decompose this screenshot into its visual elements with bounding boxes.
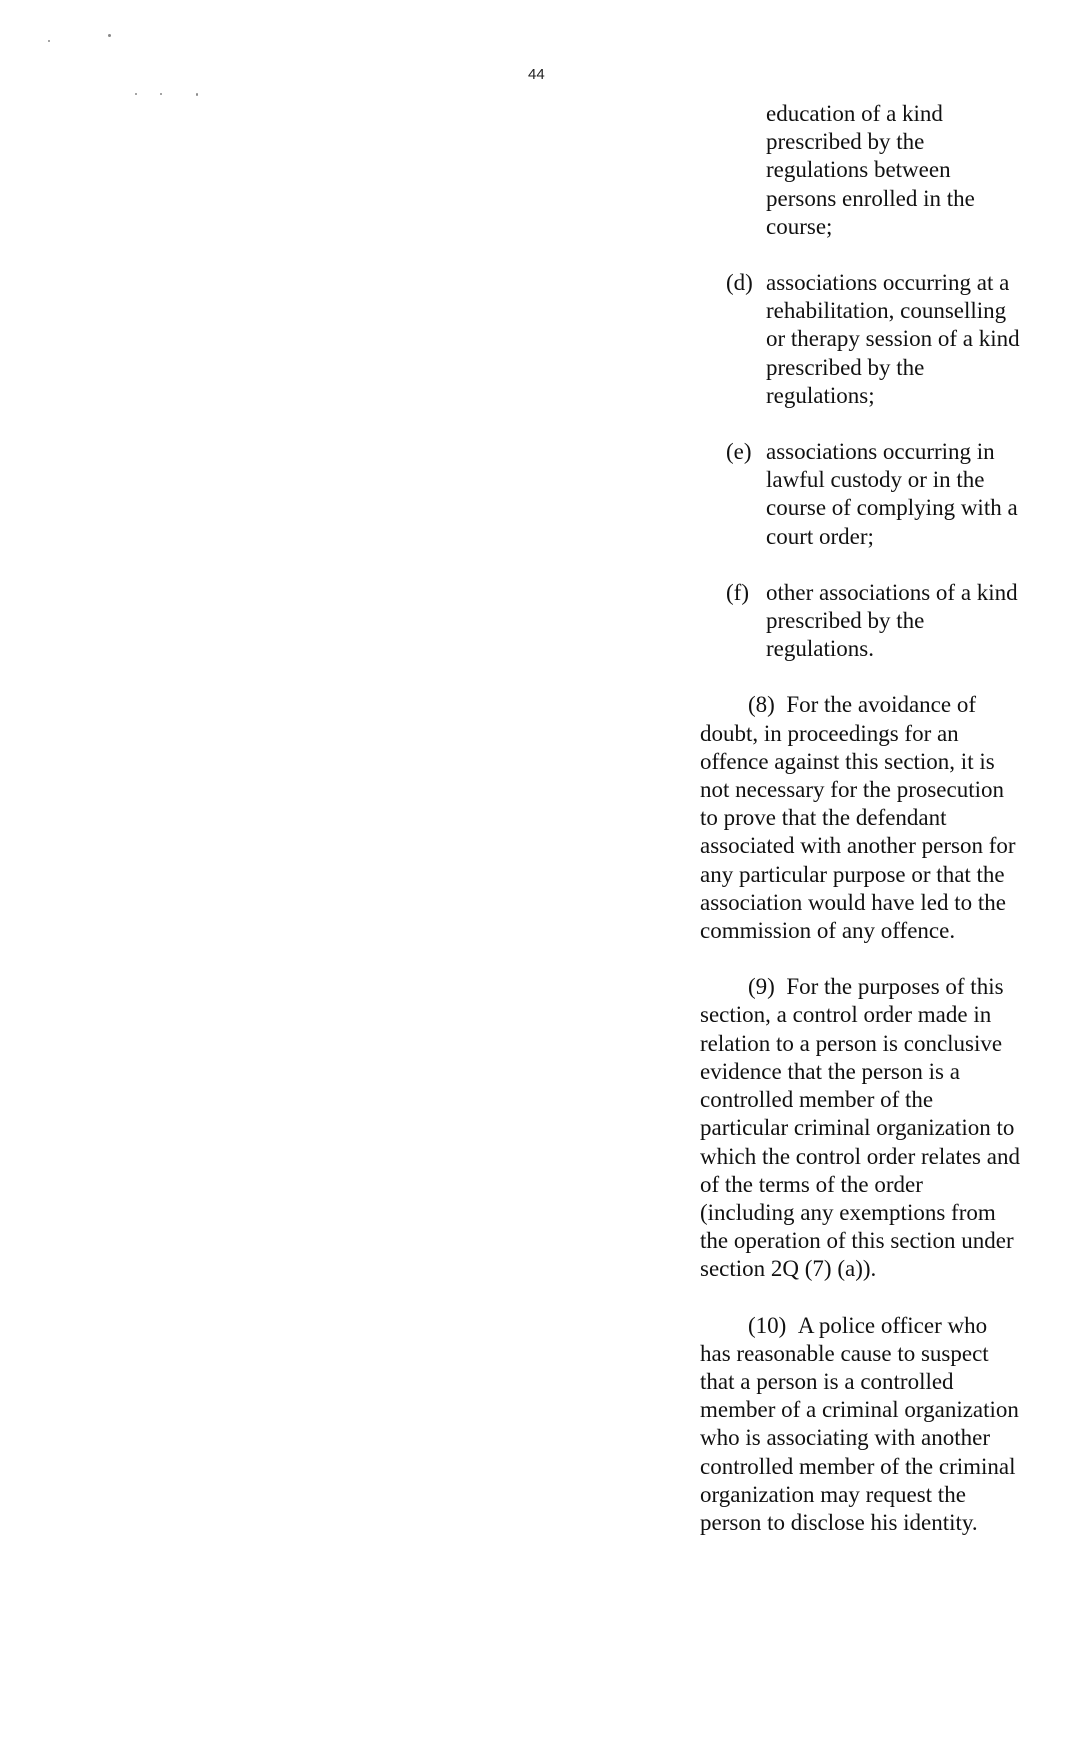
- subsection-text: For the purposes of this section, a control order made in relation to a person is conclusive evidence that the person is a controlled member of the particular criminal organization to which the control order relates and of the terms of the order (including any exemptions from the operation of this section under section 2Q (7) (a)).: [700, 974, 1020, 1282]
- scan-speck: [196, 93, 198, 96]
- list-item-text: associations occurring at a rehabilitation, counselling or therapy session of a kind prescribed by the regulations;: [766, 270, 1020, 408]
- scan-speck: [108, 34, 111, 37]
- list-item-d: [700, 269, 1020, 410]
- scan-speck: [135, 93, 137, 95]
- text-column: [700, 100, 1020, 1565]
- list-item-label: (e): [726, 439, 752, 465]
- list-item-label: (d): [726, 270, 753, 296]
- subsection-9: [700, 973, 1020, 1283]
- subsection-10: [700, 1312, 1020, 1538]
- scan-speck: [48, 40, 50, 42]
- subsection-label: (8): [748, 692, 775, 718]
- subsection-text: A police officer who has reasonable cause to suspect that a person is a controlled member of a criminal organization who is associating with another controlled member of the criminal organization may request the person to disclose his identity.: [700, 1312, 1019, 1535]
- subsection-label: (9): [748, 974, 775, 1000]
- list-item-text: other associations of a kind prescribed by the regulations.: [766, 579, 1018, 662]
- list-item-e: [700, 438, 1020, 551]
- subsection-label: (10): [748, 1312, 787, 1338]
- page-number: 44: [528, 66, 545, 83]
- scan-speck: [160, 93, 162, 95]
- list-item-text: associations occurring in lawful custody or in the course of complying with a court order;: [766, 439, 1018, 549]
- list-item-label: (f): [726, 579, 749, 605]
- subsection-text: For the avoidance of doubt, in proceedings for an offence against this section, it is not necessary for the prosecution to prove that the defendant associated with another person for any particular purpose or that the association would have led to the commission of any offence.: [700, 692, 1016, 944]
- continuation-paragraph: education of a kind prescribed by the regulations between persons enrolled in the course;: [766, 101, 975, 239]
- list-item-f: [700, 579, 1020, 664]
- subsection-8: [700, 691, 1020, 945]
